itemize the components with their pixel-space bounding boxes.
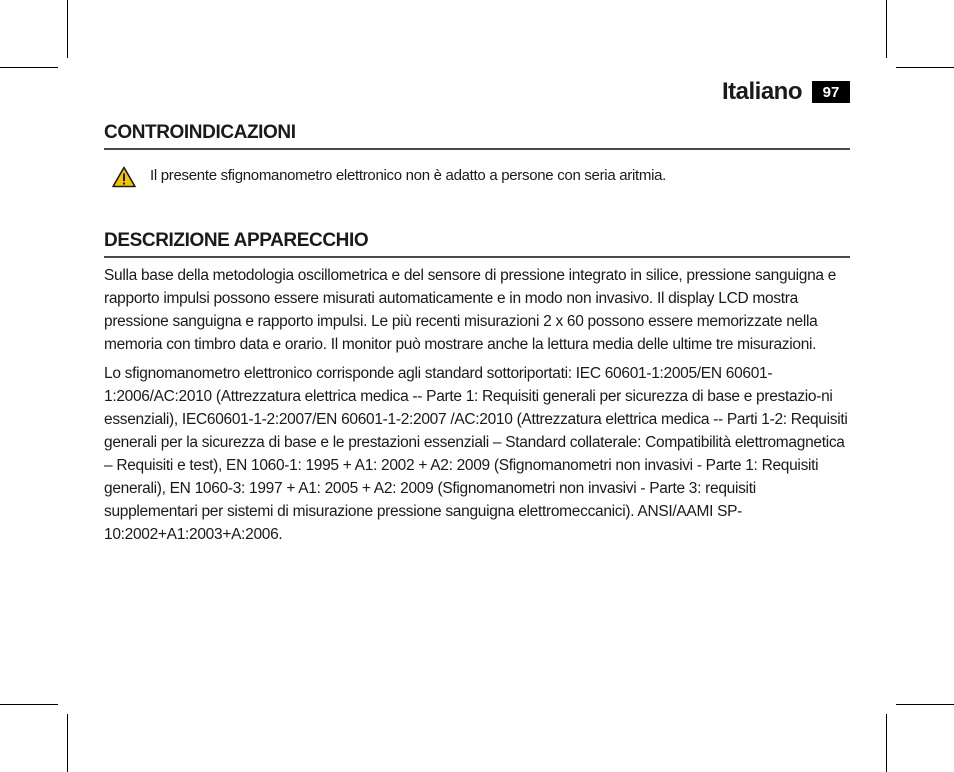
section-heading: DESCRIZIONE APPARECCHIO <box>104 230 850 258</box>
section-heading: CONTROINDICAZIONI <box>104 122 850 150</box>
crop-mark <box>886 0 887 58</box>
body-paragraph: Sulla base della metodologia oscillometrica e del sensore di pressione integrato in silice, pressione sanguigna e rapporto impulsi possono essere misurati automaticamente e in modo non invasivo. Il display LCD mostra pressione sanguigna e rapporto impulsi. Le più recenti misurazioni 2 x 60 possono essere memorizzate nella memoria con timbro data e orario. Il monitor può mostrare anche la lettura media delle ultime tre misurazioni. <box>104 267 837 353</box>
crop-mark <box>67 714 68 772</box>
crop-mark <box>67 0 68 58</box>
crop-mark <box>886 714 887 772</box>
crop-mark <box>896 704 954 705</box>
page-number-badge: 97 <box>812 81 850 103</box>
warning-triangle-icon <box>112 166 136 188</box>
warning-notice <box>104 166 850 188</box>
body-paragraph: Lo sfignomanometro elettronico corrisponde agli standard sottoriportati: IEC 60601-1:2005/EN 60601-1:2006/AC:2010 (Attrezzatura elettrica medica -- Parte 1: Requisiti generali per sicurezza di base e prestazio-ni essenziali), IEC60601-1-2:2007/EN 60601-1-2:2007 /AC:2010 (Attrezzatura elettrica medica -- Parti 1-2: Requisiti generali per la sicurezza di base e le prestazioni essenziali – Standard collaterale: Compatibilità elettromagnetica – Requisiti e test), EN 1060-1: 1995 + A1: 2002 + A2: 2009 (Sfignomanometri non invasivi - Parte 1: Requisiti generali), EN 1060-3: 1997 + A1: 2005 + A2: 2009 (Sfignomanometri non invasivi - Parte 3: requisiti supplementari per sistemi di misurazione pressione sanguigna elettromeccanici). ANSI/AAMI SP-10:2002+A1:2003+A:2006. <box>104 365 848 543</box>
page-content <box>104 122 850 546</box>
page-header <box>722 78 850 106</box>
section-controindicazioni <box>104 122 850 188</box>
section-descrizione-apparecchio <box>104 230 850 546</box>
crop-mark <box>896 67 954 68</box>
warning-text: Il presente sfignomanometro elettronico non è adatto a persone con seria aritmia. <box>150 167 667 184</box>
language-title: Italiano <box>721 78 802 105</box>
crop-mark <box>0 67 58 68</box>
crop-mark <box>0 704 58 705</box>
